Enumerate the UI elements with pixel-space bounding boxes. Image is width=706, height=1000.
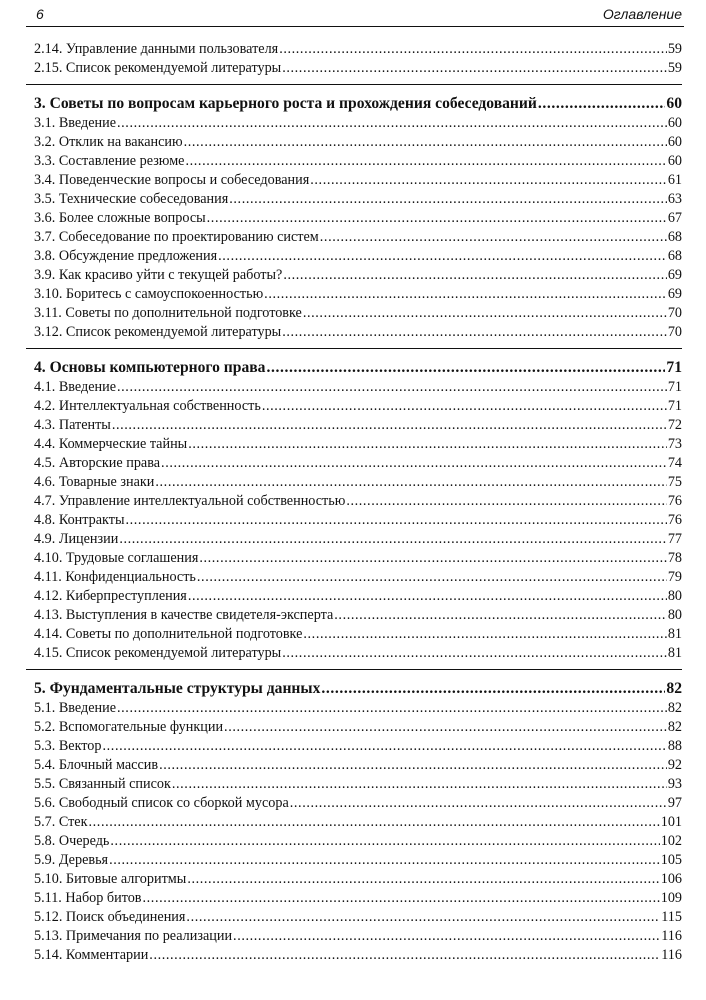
toc-entry <box>26 492 682 511</box>
chapter-entry-page: 82 <box>666 680 682 697</box>
toc-entry-page: 60 <box>667 134 682 150</box>
toc-entry-label: 4.15. Список рекомендуемой литературы <box>34 645 282 661</box>
dot-leader <box>207 209 667 228</box>
dot-leader <box>188 587 667 606</box>
toc-entry-page: 60 <box>667 153 682 169</box>
toc-entry-page: 75 <box>667 474 682 490</box>
dot-leader <box>186 908 660 927</box>
dot-leader <box>89 813 660 832</box>
toc-entry-page: 70 <box>667 305 682 321</box>
toc-entry-page: 97 <box>667 795 682 811</box>
toc-entry-label: 5.11. Набор битов <box>34 890 142 906</box>
toc-entry-page: 82 <box>667 719 682 735</box>
toc-entry <box>26 190 682 209</box>
toc-entry <box>26 756 682 775</box>
toc-entry <box>26 530 682 549</box>
dot-leader <box>321 679 665 699</box>
toc-entry-label: 3.12. Список рекомендуемой литературы <box>34 324 282 340</box>
toc-entry-page: 69 <box>667 267 682 283</box>
toc-entry-page: 101 <box>660 814 682 830</box>
toc-entry-label: 4.9. Лицензии <box>34 531 119 547</box>
dot-leader <box>125 511 666 530</box>
toc-entry-label: 3.7. Собеседование по проектированию систем <box>34 229 319 245</box>
toc-entry-page: 79 <box>667 569 682 585</box>
toc-entry-label: 5.14. Комментарии <box>34 947 149 963</box>
toc-entry-page: 102 <box>660 833 682 849</box>
dot-leader <box>110 832 659 851</box>
toc-entry-page: 106 <box>660 871 682 887</box>
dot-leader <box>283 266 666 285</box>
toc-entry-label: 4.14. Советы по дополнительной подготовке <box>34 626 303 642</box>
dot-leader <box>161 454 667 473</box>
toc-entry <box>26 870 682 889</box>
toc-entry-page: 76 <box>667 493 682 509</box>
dot-leader <box>143 889 660 908</box>
chapter-entry-page: 71 <box>666 359 682 376</box>
dot-leader <box>282 323 667 342</box>
toc-entry <box>26 737 682 756</box>
toc-entry-label: 5.3. Вектор <box>34 738 102 754</box>
dot-leader <box>185 152 666 171</box>
toc-entry-page: 67 <box>667 210 682 226</box>
toc-entry-label: 5.10. Битовые алгоритмы <box>34 871 187 887</box>
chapter-entry-label: 3. Советы по вопросам карьерного роста и прохождения собеседований <box>34 95 537 112</box>
dot-leader <box>262 397 667 416</box>
toc-entry-page: 105 <box>660 852 682 868</box>
toc-entry <box>26 549 682 568</box>
toc-entry-label: 4.1. Введение <box>34 379 117 395</box>
toc-entry-label: 5.6. Свободный список со сборкой мусора <box>34 795 289 811</box>
toc-entry <box>26 644 682 663</box>
toc-entry <box>26 625 682 644</box>
toc-entry <box>26 699 682 718</box>
toc-entry-page: 71 <box>667 398 682 414</box>
dot-leader <box>112 416 667 435</box>
toc-entry <box>26 152 682 171</box>
toc-entry-label: 4.6. Товарные знаки <box>34 474 155 490</box>
dot-leader <box>119 530 666 549</box>
toc-entry-page: 59 <box>667 60 682 76</box>
dot-leader <box>279 40 667 59</box>
toc-entry <box>26 114 682 133</box>
toc-entry-page: 116 <box>661 947 682 963</box>
dot-leader <box>233 927 660 946</box>
dot-leader <box>117 114 667 133</box>
toc-entry-page: 116 <box>661 928 682 944</box>
toc-entry-page: 80 <box>667 607 682 623</box>
dot-leader <box>218 247 667 266</box>
toc-entry <box>26 794 682 813</box>
dot-leader <box>346 492 667 511</box>
toc-entry-label: 2.15. Список рекомендуемой литературы <box>34 60 282 76</box>
toc-entry-page: 70 <box>667 324 682 340</box>
toc-entry-page: 68 <box>667 229 682 245</box>
chapter-entry-label: 5. Фундаментальные структуры данных <box>34 680 321 697</box>
toc-entry <box>26 889 682 908</box>
section-divider <box>26 669 682 670</box>
toc-entry-page: 109 <box>660 890 682 906</box>
toc-entry-page: 73 <box>667 436 682 452</box>
dot-leader <box>229 190 667 209</box>
dot-leader <box>109 851 660 870</box>
toc-entry-label: 5.8. Очередь <box>34 833 110 849</box>
dot-leader <box>199 549 666 568</box>
toc-entry-page: 61 <box>667 172 682 188</box>
toc-entry-page: 72 <box>667 417 682 433</box>
toc-entry-page: 78 <box>667 550 682 566</box>
toc-entry <box>26 133 682 152</box>
toc-entry-label: 3.3. Составление резюме <box>34 153 185 169</box>
toc-entry <box>26 832 682 851</box>
dot-leader <box>184 133 667 152</box>
dot-leader <box>149 946 660 965</box>
toc-entry <box>26 247 682 266</box>
toc-entry-label: 4.2. Интеллектуальная собственность <box>34 398 261 414</box>
dot-leader <box>224 718 667 737</box>
toc-entry <box>26 718 682 737</box>
toc-entry <box>26 416 682 435</box>
toc-entry-label: 4.4. Коммерческие тайны <box>34 436 188 452</box>
toc-entry <box>26 397 682 416</box>
toc-entry-label: 5.13. Примечания по реализации <box>34 928 233 944</box>
chapter-entry-label: 4. Основы компьютерного права <box>34 359 266 376</box>
toc-entry <box>26 59 682 78</box>
toc-entry <box>26 511 682 530</box>
chapter-entry <box>26 358 682 378</box>
toc-entry <box>26 378 682 397</box>
toc-entry-page: 63 <box>667 191 682 207</box>
dot-leader <box>264 285 667 304</box>
dot-leader <box>197 568 667 587</box>
dot-leader <box>159 756 667 775</box>
dot-leader <box>266 358 665 378</box>
chapter-entry <box>26 679 682 699</box>
toc-entry-label: 5.4. Блочный массив <box>34 757 159 773</box>
toc-entry <box>26 435 682 454</box>
dot-leader <box>187 870 659 889</box>
toc-entry <box>26 908 682 927</box>
toc-entry-page: 82 <box>667 700 682 716</box>
toc-entry <box>26 304 682 323</box>
toc-entry-label: 5.2. Вспомогательные функции <box>34 719 224 735</box>
toc-entry <box>26 851 682 870</box>
toc-entry-label: 4.7. Управление интеллектуальной собственностью <box>34 493 346 509</box>
toc-entry <box>26 323 682 342</box>
dot-leader <box>282 644 667 663</box>
toc-entry <box>26 209 682 228</box>
toc-entry-page: 76 <box>667 512 682 528</box>
toc-entry-page: 69 <box>667 286 682 302</box>
toc-entry-label: 5.7. Стек <box>34 814 88 830</box>
dot-leader <box>282 59 667 78</box>
toc-entry-page: 74 <box>667 455 682 471</box>
chapter-entry <box>26 94 682 114</box>
toc-entry-label: 4.5. Авторские права <box>34 455 161 471</box>
toc-entry-label: 3.1. Введение <box>34 115 117 131</box>
toc-entry-label: 2.14. Управление данными пользователя <box>34 41 279 57</box>
dot-leader <box>290 794 667 813</box>
toc-entry <box>26 454 682 473</box>
dot-leader <box>117 378 667 397</box>
toc-entry-label: 5.12. Поиск объединения <box>34 909 186 925</box>
toc-entry-page: 88 <box>667 738 682 754</box>
toc-entry <box>26 587 682 606</box>
section-divider <box>26 348 682 349</box>
dot-leader <box>303 625 666 644</box>
toc-entry-label: 4.3. Патенты <box>34 417 111 433</box>
toc-entry <box>26 606 682 625</box>
toc-entry-page: 71 <box>667 379 682 395</box>
toc-entry-label: 3.9. Как красиво уйти с текущей работы? <box>34 267 283 283</box>
toc-entry <box>26 40 682 59</box>
toc-entry-label: 4.10. Трудовые соглашения <box>34 550 199 566</box>
toc-entry-label: 3.8. Обсуждение предложения <box>34 248 218 264</box>
running-title: Оглавление <box>602 6 682 22</box>
dot-leader <box>103 737 667 756</box>
toc-entry-label: 4.11. Конфиденциальность <box>34 569 196 585</box>
toc-entry-page: 80 <box>667 588 682 604</box>
toc-entry-page: 60 <box>667 115 682 131</box>
running-header <box>26 4 684 27</box>
toc-entry <box>26 568 682 587</box>
toc-entry-page: 81 <box>667 645 682 661</box>
toc-entry <box>26 946 682 965</box>
toc-entry-page: 92 <box>667 757 682 773</box>
toc-entry-page: 68 <box>667 248 682 264</box>
toc-entry <box>26 228 682 247</box>
page-number: 6 <box>36 6 44 22</box>
toc-entry-label: 4.13. Выступления в качестве свидетеля-эксперта <box>34 607 334 623</box>
dot-leader <box>188 435 667 454</box>
toc-entry-label: 3.11. Советы по дополнительной подготовке <box>34 305 302 321</box>
toc-entry-page: 115 <box>661 909 682 925</box>
dot-leader <box>538 94 666 114</box>
dot-leader <box>310 171 667 190</box>
toc-entry-label: 4.12. Киберпреступления <box>34 588 187 604</box>
toc-entry-label: 3.4. Поведенческие вопросы и собеседования <box>34 172 310 188</box>
toc-entry-label: 3.2. Отклик на вакансию <box>34 134 183 150</box>
toc-entry-label: 5.1. Введение <box>34 700 117 716</box>
toc-entry-label: 5.9. Деревья <box>34 852 109 868</box>
toc-entry <box>26 266 682 285</box>
toc-entry-label: 3.6. Более сложные вопросы <box>34 210 206 226</box>
dot-leader <box>155 473 666 492</box>
dot-leader <box>320 228 667 247</box>
toc-entry-page: 77 <box>667 531 682 547</box>
toc-entry-page: 81 <box>667 626 682 642</box>
toc-entry <box>26 171 682 190</box>
toc-entry-label: 3.10. Боритесь с самоуспокоенностью <box>34 286 264 302</box>
toc-entry <box>26 473 682 492</box>
toc-entry <box>26 813 682 832</box>
dot-leader <box>334 606 667 625</box>
table-of-contents <box>26 40 682 965</box>
toc-entry <box>26 775 682 794</box>
chapter-entry-page: 60 <box>666 95 682 112</box>
toc-entry-label: 4.8. Контракты <box>34 512 125 528</box>
toc-entry <box>26 927 682 946</box>
toc-entry-label: 5.5. Связанный список <box>34 776 171 792</box>
toc-entry-label: 3.5. Технические собеседования <box>34 191 229 207</box>
toc-entry <box>26 285 682 304</box>
toc-entry-page: 59 <box>667 41 682 57</box>
dot-leader <box>172 775 667 794</box>
section-divider <box>26 84 682 85</box>
dot-leader <box>117 699 667 718</box>
toc-entry-page: 93 <box>667 776 682 792</box>
dot-leader <box>303 304 667 323</box>
